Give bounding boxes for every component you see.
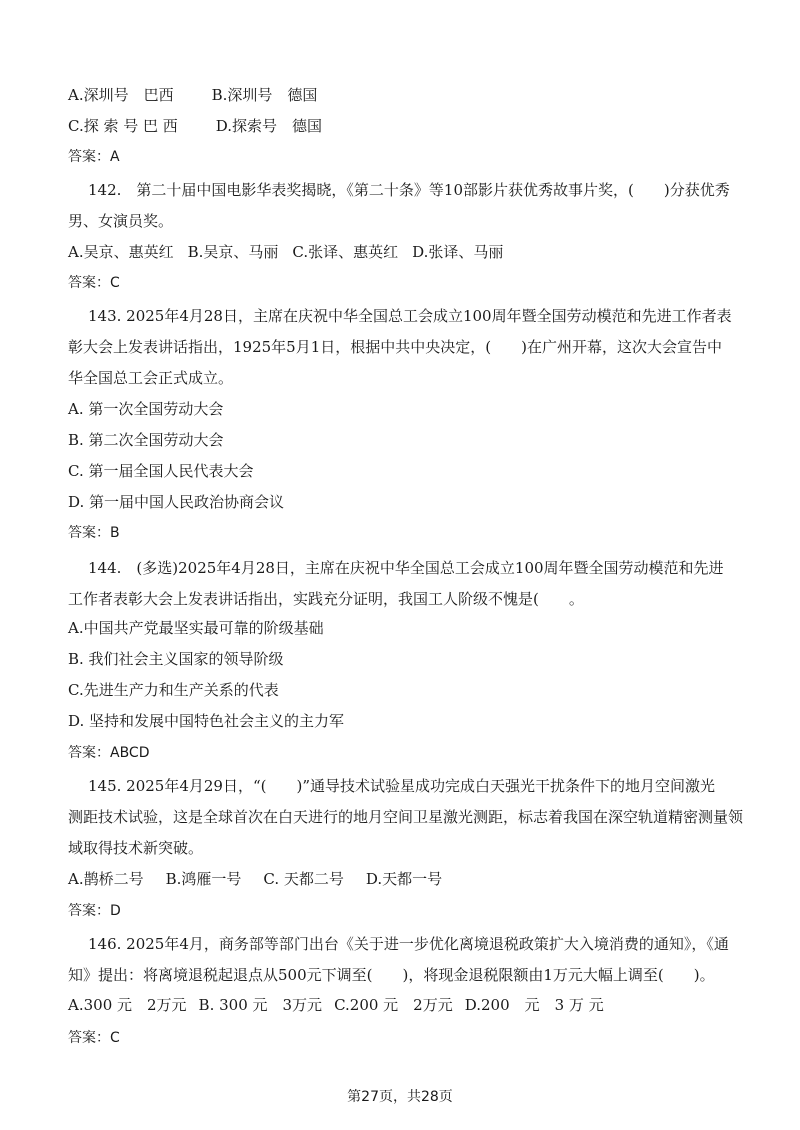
q144-option-a: A.中国共产党最坚实最可靠的阶级基础 [68,619,324,637]
q145-option-d: D.天都一号 [365,870,443,888]
q146-text-line-2: 知》提出：将离境退税起退点从500元下调至( )，将现金退税限额由1万元大幅上调至( )。 [68,966,715,984]
q143-text-line-2: 彰大会上发表讲话指出，1925年5月1日，根据中共中央决定，( )在广州开幕，这次大会宣告中 [68,338,722,356]
q141-option-a: A.深圳号 巴西 [68,86,174,104]
q146-option-c: C.200 元 2万元 [334,996,453,1014]
q143-option-c: C. 第一届全国人民代表大会 [68,462,254,480]
q145-text-line-1: 145. 2025年4月29日，“( )”通导技术试验星成功完成白天强光干扰条件下的地月空间激光 [88,777,716,795]
q142-option-d: D.张译、马丽 [412,243,504,261]
q141-options-cd [68,115,322,137]
q142-option-a: A.吴京、惠英红 [68,243,174,261]
q143-option-d: D. 第一届中国人民政治协商会议 [68,493,285,511]
q145-option-b: B.鸿雁一号 [165,870,242,888]
q146-answer: 答案：C [68,1030,120,1046]
q145-text-line-2: 测距技术试验，这是全球首次在白天进行的地月空间卫星激光测距，标志着我国在深空轨道精密测量领 [68,808,744,826]
q141-option-c: C.探 索 号 巴 西 [68,117,178,135]
q143-answer: 答案：B [68,525,120,541]
q144-answer: 答案：ABCD [68,745,150,761]
q141-options-ab [68,84,317,106]
q146-options [68,994,604,1016]
q144-text-line-2: 工作者表彰大会上发表讲话指出，实践充分证明，我国工人阶级不愧是( 。 [68,590,584,608]
q145-option-a: A.鹊桥二号 [68,870,144,888]
q142-text-line-1: 142. 第二十届中国电影华表奖揭晓，《第二十条》等10部影片获优秀故事片奖，( )分获优秀 [88,181,730,199]
q143-option-b: B. 第二次全国劳动大会 [68,431,224,449]
q146-option-b: B. 300 元 3万元 [198,996,323,1014]
q144-option-d: D. 坚持和发展中国特色社会主义的主力军 [68,712,345,730]
q146-option-d: D.200 元 3 万 元 [464,996,604,1014]
q141-option-b: B.深圳号 德国 [211,86,318,104]
q144-option-c: C.先进生产力和生产关系的代表 [68,681,279,699]
page-footer: 第27页，共28页 [347,1089,453,1105]
q142-answer: 答案：C [68,275,120,291]
q145-text-line-3: 域取得技术新突破。 [68,839,204,857]
q141-answer: 答案：A [68,149,120,165]
q142-option-b: B.吴京、马丽 [187,243,279,261]
q143-text-line-1: 143. 2025年4月28日，主席在庆祝中华全国总工会成立100周年暨全国劳动模范和先进工作者表 [88,307,732,325]
q145-answer: 答案：D [68,903,121,919]
q145-options [68,868,442,890]
q142-text-line-2: 男、女演员奖。 [68,212,174,230]
q146-text-line-1: 146. 2025年4月，商务部等部门出台《关于进一步优化离境退税政策扩大入境消费的通知》，《通 [88,935,729,953]
q144-option-b: B. 我们社会主义国家的领导阶级 [68,650,284,668]
q141-option-d: D.探索号 德国 [215,117,323,135]
q144-text-line-1: 144. (多选)2025年4月28日，主席在庆祝中华全国总工会成立100周年暨全国劳动模范和先进 [88,559,724,577]
q142-options [68,241,503,263]
q143-option-a: A. 第一次全国劳动大会 [68,400,224,418]
q142-option-c: C.张译、惠英红 [292,243,399,261]
q146-option-a: A.300 元 2万元 [68,996,187,1014]
q145-option-c: C. 天都二号 [263,870,344,888]
q143-text-line-3: 华全国总工会正式成立。 [68,369,234,387]
